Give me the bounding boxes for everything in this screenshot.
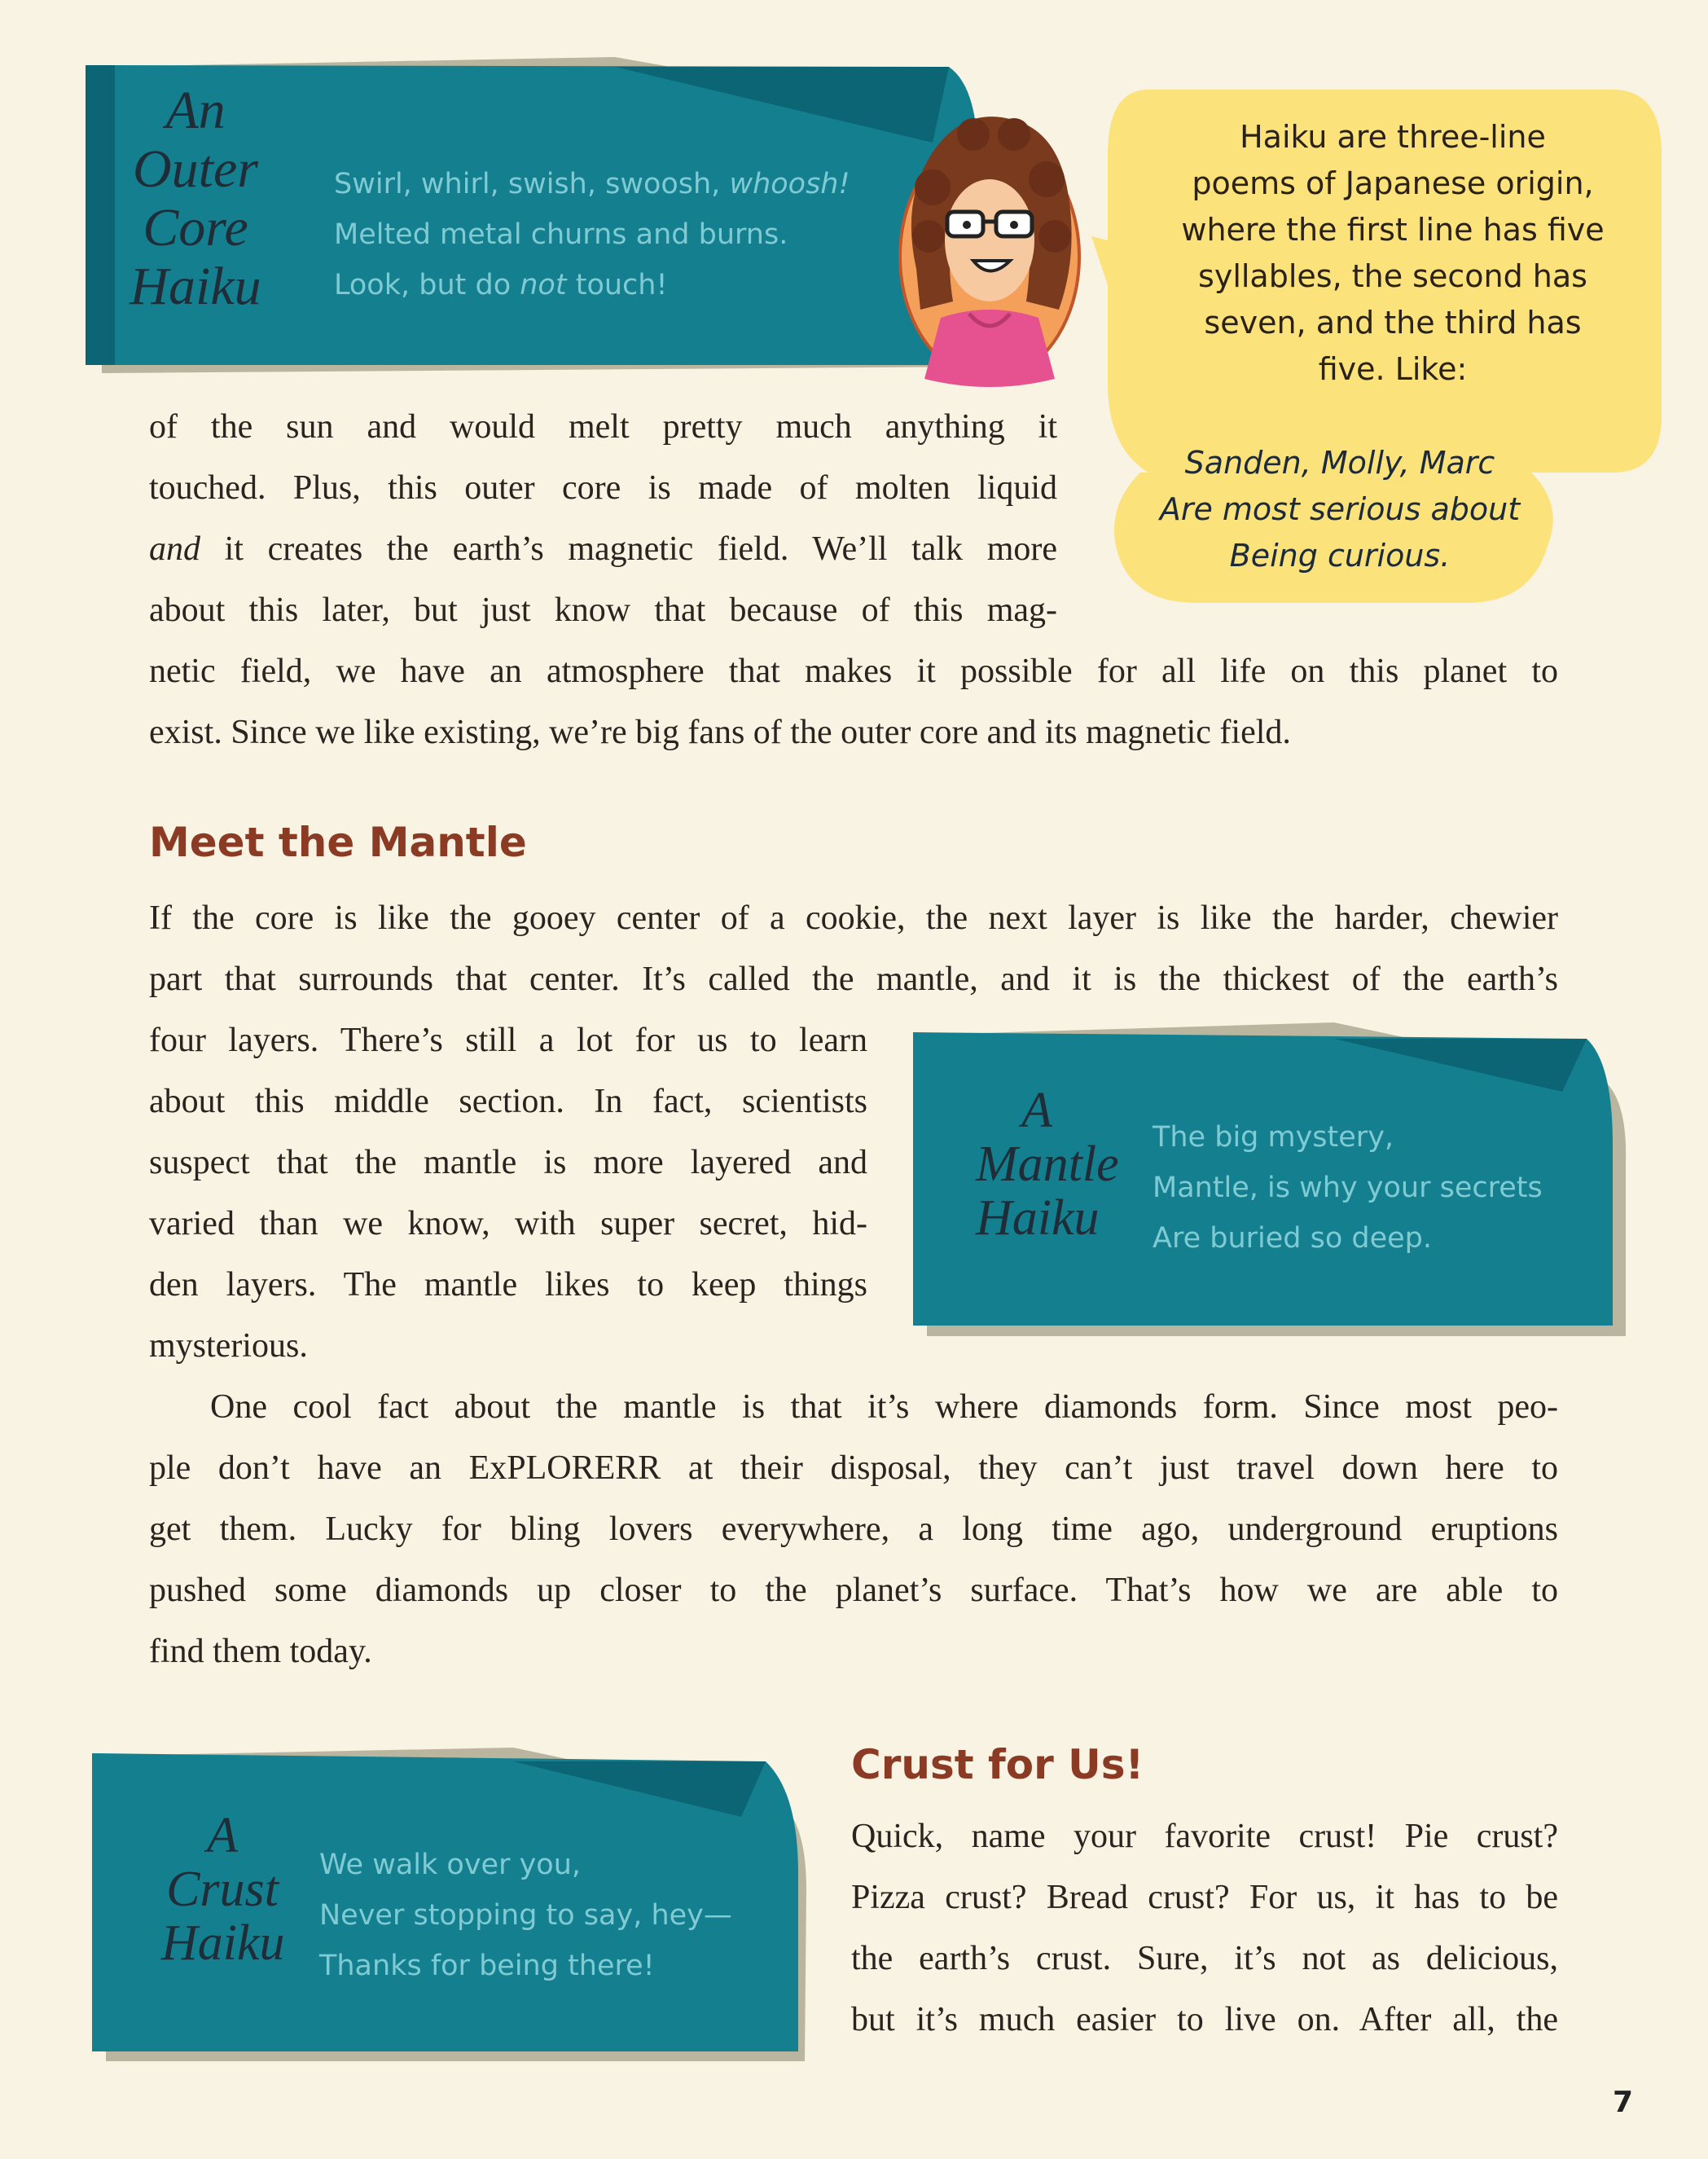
paragraph-diamonds: One cool fact about the mantle is that it’s where diamonds form. Since most peo- ple don’t have an ExPLORERR at their disposal, they can’t just travel down here to get them. Lucky for bling lovers everywhere, a long time ago, underground eruptions pushed some diamonds up closer to the planet’s surface. That’s how we are able to find them today.	[149, 1388, 1558, 1670]
bubble-poem: Sanden, Molly, Marc Are most serious about Being curious.	[1159, 445, 1521, 574]
mantle-heading: Meet the Mantle	[149, 819, 527, 866]
haiku-lines: We walk over you, Never stopping to say, hey— Thanks for being there!	[319, 1849, 732, 1982]
haiku-lines: The big mystery, Mantle, is why your secrets Are buried so deep.	[1153, 1121, 1543, 1255]
paragraph-crust: Quick, name your favorite crust! Pie crust? Pizza crust? Bread crust? For us, it has to be the earth’s crust. Sure, it’s not as delicious, but it’s much easier to live on. After all, the	[851, 1818, 1558, 2038]
paragraph-outer-core: of the sun and would melt pretty much anything it touched. Plus, this outer core is made of molten liquid and it creates the earth’s magnetic field. We’ll talk more about this later, but just know that because of this mag- netic field, we have an atmosphere that makes it possible for all life on this planet to exist. Since we like existing, we’re big fans of the outer core and its magnetic field.	[149, 408, 1558, 751]
crust-heading: Crust for Us!	[851, 1741, 1144, 1788]
haiku-title: An Outer Core Haiku	[130, 81, 261, 316]
avatar	[892, 98, 1087, 391]
outer-core-haiku-panel	[86, 57, 1002, 375]
haiku-lines: Swirl, whirl, swish, swoosh, whoosh! Melted metal churns and burns. Look, but do not touch!	[334, 168, 850, 301]
bubble-intro-text: Haiku are three-line poems of Japanese origin, where the first line has five syllables, the second has seven, and the third has five. Like:	[1181, 119, 1605, 387]
haiku-title: A Crust Haiku	[161, 1808, 285, 1971]
crust-haiku-panel	[90, 1743, 806, 2065]
haiku-title: A Mantle Haiku	[976, 1083, 1119, 1246]
page-number: 7	[1613, 2086, 1634, 2119]
mantle-haiku-panel	[911, 1022, 1627, 1340]
paragraph-mantle: If the core is like the gooey center of a cookie, the next layer is like the harder, chewier part that surrounds that center. It’s called the mantle, and it is the thickest of the earth’s four layers. There’s still a lot for us to learn about this middle section. In fact, scientists suspect that the mantle is more layered and varied than we know, with super secret, hid- den layers. The mantle likes to keep things mysterious.	[149, 899, 1558, 1365]
